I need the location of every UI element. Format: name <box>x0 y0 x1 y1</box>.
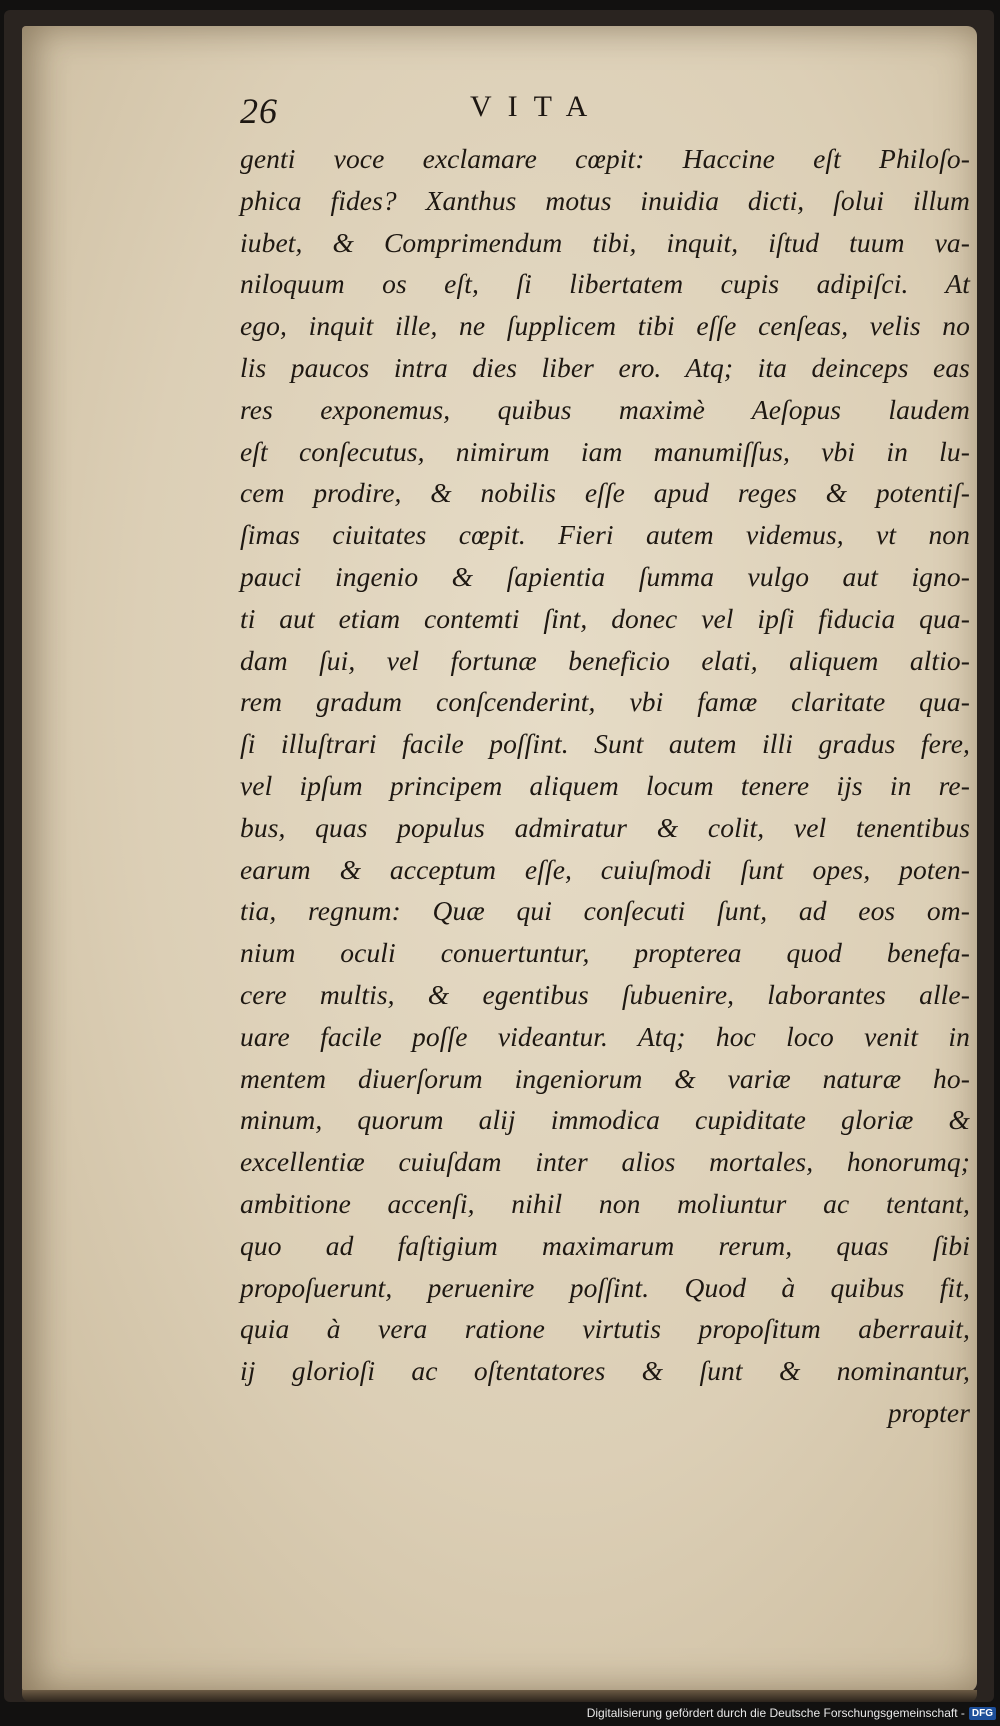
text-line: niloquum os eſt, ſi libertatem cupis adipiſci. At <box>240 268 970 300</box>
text-line: phica fides? Xanthus motus inuidia dicti, ſolui illum <box>240 184 970 216</box>
text-line: cem prodire, & nobilis eſſe apud reges & potentiſ- <box>240 477 970 509</box>
text-line: eſt conſecutus, nimirum iam manumiſſus, vbi in lu- <box>240 435 970 467</box>
text-line: lis paucos intra dies liber ero. Atq; ita deinceps eas <box>240 351 970 383</box>
text-line: res exponemus, quibus maximè Aeſopus laudem <box>240 393 970 425</box>
text-line: mentem diuerſorum ingeniorum & variæ naturæ ho- <box>240 1062 970 1094</box>
page-header <box>240 90 960 130</box>
text-line: cere multis, & egentibus ſubuenire, laborantes alle- <box>240 978 970 1010</box>
text-line: ſi illuſtrari facile poſſint. Sunt autem illi gradus fere, <box>240 728 970 760</box>
text-line: ij glorioſi ac oſtentatores & ſunt & nominantur, <box>240 1355 970 1387</box>
credit-text: Digitalisierung gefördert durch die Deutsche Forschungsgemeinschaft - <box>586 1706 965 1720</box>
dfg-logo: DFG <box>969 1707 996 1720</box>
text-line: nium oculi conuertuntur, propterea quod benefa- <box>240 937 970 969</box>
text-line: quia à vera ratione virtutis propoſitum aberrauit, <box>240 1313 970 1345</box>
digitization-credit <box>587 1704 996 1722</box>
text-line: ambitione accenſi, nihil non moliuntur ac tentant, <box>240 1187 970 1219</box>
text-line: ti aut etiam contemti ſint, donec vel ipſi fiducia qua- <box>240 602 970 634</box>
text-line: earum & acceptum eſſe, cuiuſmodi ſunt opes, poten- <box>240 853 970 885</box>
text-line: rem gradum conſcenderint, vbi famæ claritate qua- <box>240 686 970 718</box>
text-line: dam ſui, vel fortunæ beneficio elati, aliquem altio- <box>240 644 970 676</box>
text-line: quo ad faſtigium maximarum rerum, quas ſibi <box>240 1229 970 1261</box>
text-line: excellentiæ cuiuſdam inter alios mortales, honorumq; <box>240 1146 970 1178</box>
page-number: 26 <box>240 91 278 131</box>
text-line: tia, regnum: Quæ qui conſecuti ſunt, ad eos om- <box>240 895 970 927</box>
running-title: VITA <box>470 90 604 123</box>
text-line: ego, inquit ille, ne ſupplicem tibi eſſe cenſeas, velis no <box>240 310 970 342</box>
text-line: minum, quorum alij immodica cupiditate gloriæ & <box>240 1104 970 1136</box>
body-text <box>240 138 970 1434</box>
text-line: propoſuerunt, peruenire poſſint. Quod à quibus fit, <box>240 1271 970 1303</box>
text-line: bus, quas populus admiratur & colit, vel tenentibus <box>240 811 970 843</box>
catchword: propter <box>887 1396 970 1428</box>
text-line: ſimas ciuitates cœpit. Fieri autem videmus, vt non <box>240 519 970 551</box>
text-line: genti voce exclamare cœpit: Haccine eſt Philoſo- <box>240 143 970 174</box>
page-bottom-edge <box>22 1690 977 1702</box>
text-line: uare facile poſſe videantur. Atq; hoc loco venit in <box>240 1020 970 1052</box>
text-line: iubet, & Comprimendum tibi, inquit, iſtud tuum va- <box>240 226 970 258</box>
text-line: pauci ingenio & ſapientia ſumma vulgo aut igno- <box>240 560 970 592</box>
text-line: vel ipſum principem aliquem locum tenere ijs in re- <box>240 769 970 801</box>
